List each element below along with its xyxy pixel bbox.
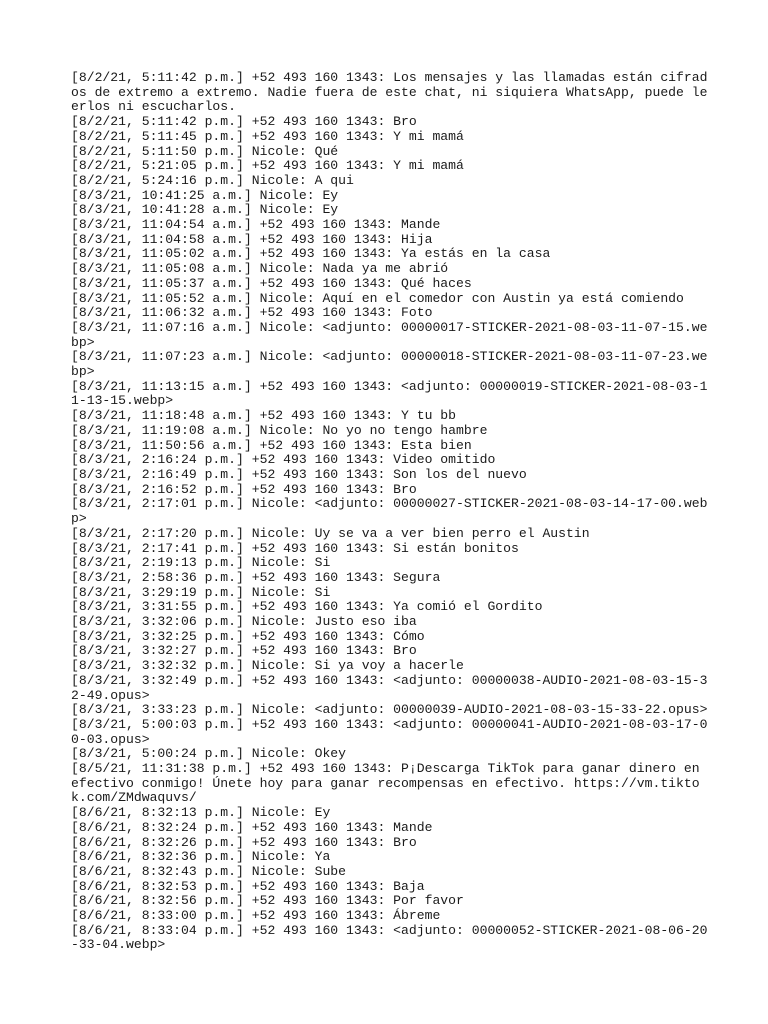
chat-line: [8/3/21, 10:41:25 a.m.] Nicole: Ey	[71, 187, 339, 203]
chat-line: [8/3/21, 11:07:23 a.m.] Nicole: <adjunto: 00000018-STICKER-2021-08-03-11-07-23.webp>	[71, 349, 708, 380]
chat-line: [8/3/21, 5:00:03 p.m.] +52 493 160 1343: <adjunto: 00000041-AUDIO-2021-08-03-17-00-03.opus>	[71, 716, 708, 747]
chat-line: [8/3/21, 3:32:25 p.m.] +52 493 160 1343: Cómo	[71, 628, 425, 644]
chat-line: [8/3/21, 11:05:02 a.m.] +52 493 160 1343: Ya estás en la casa	[71, 246, 551, 262]
chat-line: [8/3/21, 11:05:52 a.m.] Nicole: Aquí en el comedor con Austin ya está comiendo	[71, 290, 684, 306]
chat-line: [8/3/21, 11:13:15 a.m.] +52 493 160 1343: <adjunto: 00000019-STICKER-2021-08-03-11-13-15.webp>	[71, 378, 708, 409]
chat-line: [8/2/21, 5:24:16 p.m.] Nicole: A qui	[71, 172, 354, 188]
chat-line: [8/3/21, 3:32:49 p.m.] +52 493 160 1343: <adjunto: 00000038-AUDIO-2021-08-03-15-32-49.opus>	[71, 672, 708, 703]
chat-line: [8/6/21, 8:32:56 p.m.] +52 493 160 1343: Por favor	[71, 893, 464, 909]
chat-line: [8/2/21, 5:21:05 p.m.] +52 493 160 1343: Y mi mamá	[71, 158, 464, 174]
chat-line: [8/2/21, 5:11:45 p.m.] +52 493 160 1343: Y mi mamá	[71, 128, 464, 144]
chat-line: [8/3/21, 3:32:06 p.m.] Nicole: Justo eso iba	[71, 614, 417, 630]
chat-line: [8/3/21, 2:17:41 p.m.] +52 493 160 1343: Si están bonitos	[71, 540, 519, 556]
chat-line: [8/3/21, 3:33:23 p.m.] Nicole: <adjunto: 00000039-AUDIO-2021-08-03-15-33-22.opus>	[71, 702, 708, 718]
chat-line: [8/3/21, 2:16:24 p.m.] +52 493 160 1343: Video omitido	[71, 452, 496, 468]
chat-line: [8/3/21, 5:00:24 p.m.] Nicole: Okey	[71, 746, 347, 762]
chat-line: [8/6/21, 8:32:13 p.m.] Nicole: Ey	[71, 805, 331, 821]
chat-line: [8/5/21, 11:31:38 p.m.] +52 493 160 1343: P¡Descarga TikTok para ganar dinero en efectivo conmigo! Únete hoy para ganar recompensas en efectivo. https://vm.tiktok.com/ZMdwaquvs/	[71, 761, 708, 806]
chat-line: [8/3/21, 3:32:27 p.m.] +52 493 160 1343: Bro	[71, 643, 417, 659]
chat-line: [8/3/21, 11:50:56 a.m.] +52 493 160 1343: Esta bien	[71, 437, 472, 453]
chat-line: [8/3/21, 11:19:08 a.m.] Nicole: No yo no tengo hambre	[71, 422, 488, 438]
chat-line: [8/6/21, 8:32:43 p.m.] Nicole: Sube	[71, 863, 347, 879]
chat-line: [8/3/21, 11:04:58 a.m.] +52 493 160 1343: Hija	[71, 231, 433, 247]
chat-line: [8/3/21, 11:05:08 a.m.] Nicole: Nada ya me abrió	[71, 261, 449, 277]
chat-line: [8/6/21, 8:33:00 p.m.] +52 493 160 1343: Ábreme	[71, 908, 441, 924]
chat-line: [8/3/21, 3:29:19 p.m.] Nicole: Si	[71, 584, 331, 600]
chat-line: [8/3/21, 11:04:54 a.m.] +52 493 160 1343: Mande	[71, 217, 441, 233]
chat-line: [8/6/21, 8:32:36 p.m.] Nicole: Ya	[71, 849, 331, 865]
chat-line: [8/3/21, 2:19:13 p.m.] Nicole: Si	[71, 555, 331, 571]
chat-line: [8/3/21, 2:16:52 p.m.] +52 493 160 1343: Bro	[71, 481, 417, 497]
chat-line: [8/3/21, 3:32:32 p.m.] Nicole: Si ya voy a hacerle	[71, 658, 464, 674]
chat-line: [8/2/21, 5:11:42 p.m.] +52 493 160 1343: Los mensajes y las llamadas están cifrados de extremo a extremo. Nadie fuera de este chat, ni siquiera WhatsApp, puede leerlos ni escucharlos.	[71, 70, 708, 115]
chat-line: [8/6/21, 8:32:24 p.m.] +52 493 160 1343: Mande	[71, 819, 433, 835]
chat-line: [8/3/21, 11:18:48 a.m.] +52 493 160 1343: Y tu bb	[71, 408, 457, 424]
chat-line: [8/2/21, 5:11:50 p.m.] Nicole: Qué	[71, 143, 339, 159]
chat-line: [8/6/21, 8:32:26 p.m.] +52 493 160 1343: Bro	[71, 834, 417, 850]
chat-line: [8/3/21, 2:17:20 p.m.] Nicole: Uy se va a ver bien perro el Austin	[71, 525, 590, 541]
chat-line: [8/3/21, 11:06:32 a.m.] +52 493 160 1343: Foto	[71, 305, 433, 321]
chat-line: [8/3/21, 11:05:37 a.m.] +52 493 160 1343: Qué haces	[71, 275, 472, 291]
chat-line: [8/3/21, 2:16:49 p.m.] +52 493 160 1343: Son los del nuevo	[71, 466, 527, 482]
chat-line: [8/3/21, 2:17:01 p.m.] Nicole: <adjunto: 00000027-STICKER-2021-08-03-14-17-00.webp>	[71, 496, 708, 527]
chat-line: [8/6/21, 8:33:04 p.m.] +52 493 160 1343: <adjunto: 00000052-STICKER-2021-08-06-20-33-04.webp>	[71, 922, 708, 953]
chat-line: [8/3/21, 11:07:16 a.m.] Nicole: <adjunto: 00000017-STICKER-2021-08-03-11-07-15.webp>	[71, 319, 708, 350]
chat-line: [8/3/21, 10:41:28 a.m.] Nicole: Ey	[71, 202, 339, 218]
chat-line: [8/3/21, 2:58:36 p.m.] +52 493 160 1343: Segura	[71, 569, 441, 585]
chat-transcript	[71, 71, 711, 953]
chat-line: [8/6/21, 8:32:53 p.m.] +52 493 160 1343: Baja	[71, 878, 425, 894]
chat-line: [8/3/21, 3:31:55 p.m.] +52 493 160 1343: Ya comió el Gordito	[71, 599, 543, 615]
chat-line: [8/2/21, 5:11:42 p.m.] +52 493 160 1343: Bro	[71, 114, 417, 130]
